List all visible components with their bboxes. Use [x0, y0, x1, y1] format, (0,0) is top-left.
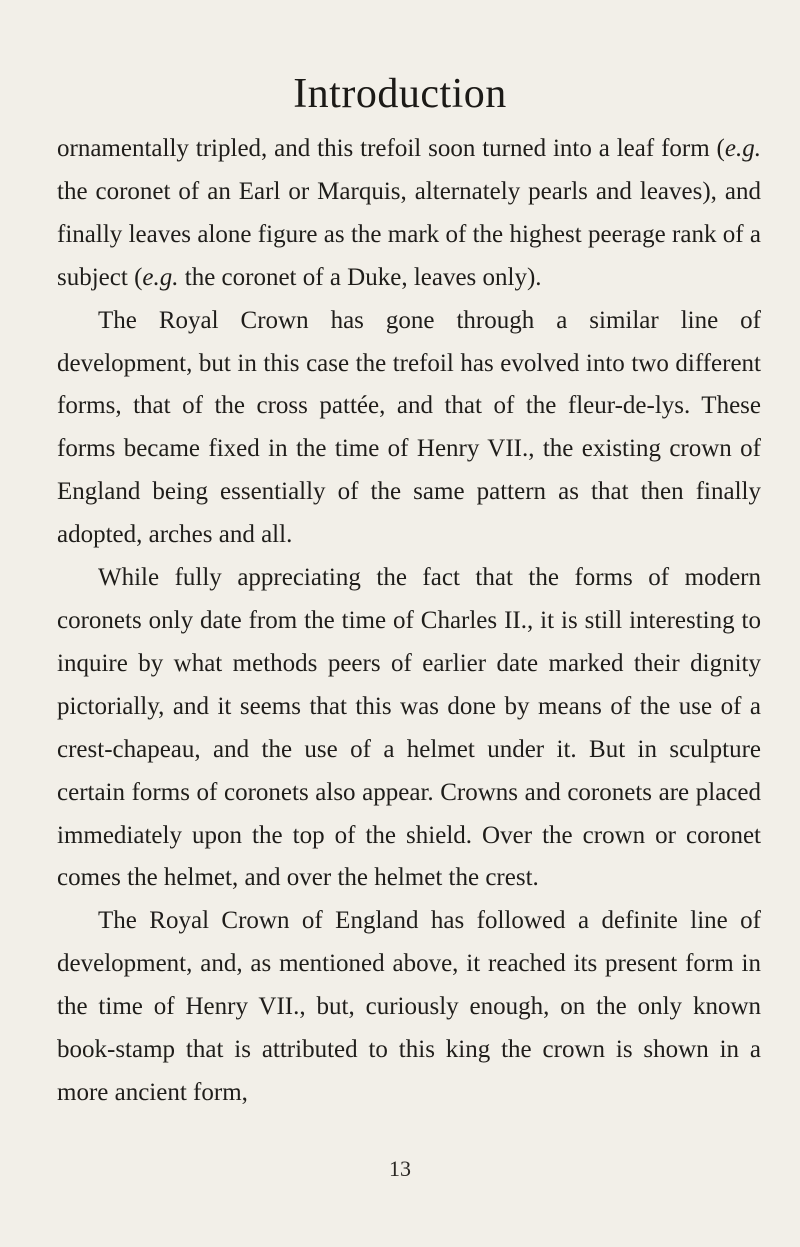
- paragraph-1-text-a: ornamentally tripled, and this trefoil soon turned into a leaf form (: [57, 135, 725, 162]
- page-number: 13: [389, 1156, 411, 1181]
- running-header-title: Introduction: [293, 71, 507, 117]
- paragraph-1-text-b: the coronet of an Earl or Marquis, alternately pearls and leaves), and finally leaves alone figure as the mark of the highest peerage rank of a subject (: [57, 177, 761, 291]
- eg-abbreviation-1: e.g.: [724, 135, 761, 162]
- paragraph-4: The Royal Crown of England has followed a definite line of development, and, as mentioned above, it reached its present form in the time of Henry VII., but, curiously enough, on the only known book-stamp that is attributed to this king the crown is shown in a more ancient form,: [57, 907, 761, 1106]
- paragraph-2: The Royal Crown has gone through a similar line of development, but in this case the trefoil has evolved into two different forms, that of the cross pattée, and that of the fleur-de-lys. These forms became fixed in the time of Henry VII., the existing crown of England being essentially of the same pattern as that then finally adopted, arches and all.: [57, 306, 761, 549]
- paragraph-1-text-c: the coronet of a Duke, leaves only).: [178, 263, 542, 291]
- paragraph-1: [57, 128, 761, 300]
- body-text: [57, 128, 761, 1115]
- paragraph-3: While fully appreciating the fact that the forms of modern coronets only date from the time of Charles II., it is still interesting to inquire by what methods peers of earlier date marked their dignity pictorially, and it seems that this was done by means of the use of a crest-chapeau, and the use of a helmet under it. But in sculpture certain forms of coronets also appear. Crowns and coronets are placed immediately upon the top of the shield. Over the crown or coronet comes the helmet, and over the helmet the crest.: [57, 564, 761, 892]
- eg-abbreviation-2: e.g.: [142, 263, 179, 291]
